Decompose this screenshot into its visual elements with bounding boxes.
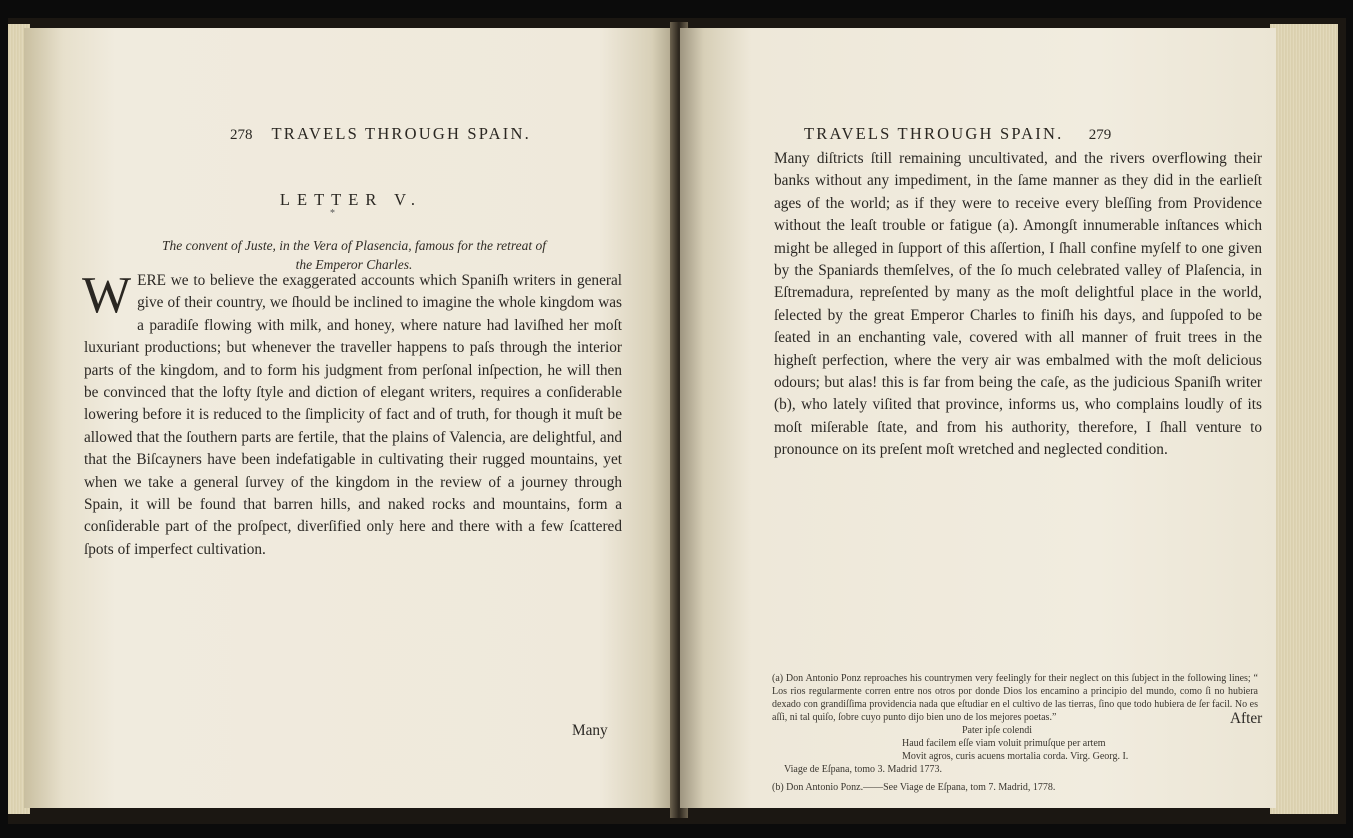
subtitle-line-1: The convent of Juste, in the Vera of Plasencia, famous for the retreat of	[161, 238, 547, 253]
footnote-b: (b) Don Antonio Ponz.——See Viage de Eſpana, tom 7. Madrid, 1778.	[772, 782, 1056, 793]
right-body-text: Many diſtricts ſtill remaining uncultivated, and the rivers overflowing their banks without any impediment, in the ſame manner as they did in the earlieſt ages of the world; as if they were to receive every bleſſing from Providence without the leaſt trouble or fatigue (a). Amongſt innumerable inſtances which might be alleged in ſupport of this aſſertion, I ſhall confine myſelf to one given by the Spaniards themſelves, of the ſo much celebrated valley of Plaſencia, in Eſtremadura, repreſented by many as the moſt delightful place in the world, ſelected by the great Emperor Charles to finiſh his days, and ſuppoſed to be ſeated in an enchanting vale, covered with all manner of fruit trees in the higheſt perfection, where the very air was embalmed with the moſt delicious odours; but alas! this is far from being the caſe, as the judicious Spaniſh writer (b), who lately viſited that province, informs us, who complains loudly of its moſt miſerable ſtate, and from his authority, therefore, I ſhall venture to pronounce on its preſent moſt wretched and neglected condition.	[774, 150, 1262, 459]
right-catchword: After	[1230, 710, 1263, 727]
footnote-source: Viage de Eſpana, tomo 3. Madrid 1773.	[784, 764, 942, 775]
letter-heading: LETTER V.	[279, 190, 423, 209]
right-running-head-title: TRAVELS THROUGH SPAIN.	[804, 124, 1064, 143]
left-running-head	[230, 124, 531, 144]
footnote-a: (a) Don Antonio Ponz reproaches his countrymen very feelingly for their neglect on this ſubject in the following lines; “ Los rios regularmente corren entre nos otros por donde Dios los encamino a principio del mundo, como ſi no hubiera dexado con grandiſſima providencia nada que eſtudiar en el cultivo de las tierras, ſino que todo hubiera de ſer facil. No es aſſi, ni tal quiſo, ſobre cuyo punto dijo bien uno de los mejores poetas.”	[772, 673, 1258, 723]
right-page-number: 279	[1088, 127, 1112, 143]
subtitle-line-2: the Emperor Charles.	[295, 257, 413, 272]
left-body-paragraph: ERE we to believe the exaggerated accounts which Spaniſh writers in general give of their country, we ſhould be inclined to imagine the whole kingdom was a paradiſe flowing with milk, and honey, where nature had laviſhed her moſt luxuriant productions; but whenever the traveller happens to paſs through the interior parts of the kingdom, and to form his judgment from perſonal inſpection, he will then be convinced that the lofty ſtyle and diction of elegant writers, requires a conſiderable lowering before it is reduced to the ſimplicity of fact and of truth, for though it muſt be allowed that the ſouthern parts are fertile, that the plains of Valencia, are delightful, and that the Biſcayners have been indefatigable in cultivating their rugged mountains, yet when we take a general ſurvey of the kingdom in the review of a journey through Spain, it will be found that barren hills, and naked rocks and mountains, form a conſiderable part of the proſpect, diverſified only here and there with a few ſcattered ſpots of imperfect cultivation.	[84, 272, 622, 558]
open-book	[8, 18, 1346, 824]
left-page-number: 278	[230, 127, 253, 143]
left-running-head-title: TRAVELS THROUGH SPAIN.	[271, 124, 531, 143]
right-page-edges	[1270, 24, 1338, 814]
left-body-text	[82, 267, 622, 561]
footnote-quote-line-2: Haud facilem eſſe viam voluit primuſque per artem	[902, 738, 1106, 749]
left-page	[24, 28, 678, 808]
right-page	[680, 28, 1276, 808]
left-catchword: Many	[572, 722, 608, 739]
ornament: *	[330, 208, 335, 219]
footnotes	[772, 672, 1258, 794]
drop-cap: W	[82, 267, 132, 324]
footnote-quote-line-3: Movit agros, curis acuens mortalia corda. Virg. Georg. I.	[902, 751, 1129, 762]
right-running-head	[804, 124, 1111, 144]
footnote-quote-line-1: Pater ipſe colendi	[962, 725, 1032, 736]
letter-subtitle	[84, 236, 624, 274]
